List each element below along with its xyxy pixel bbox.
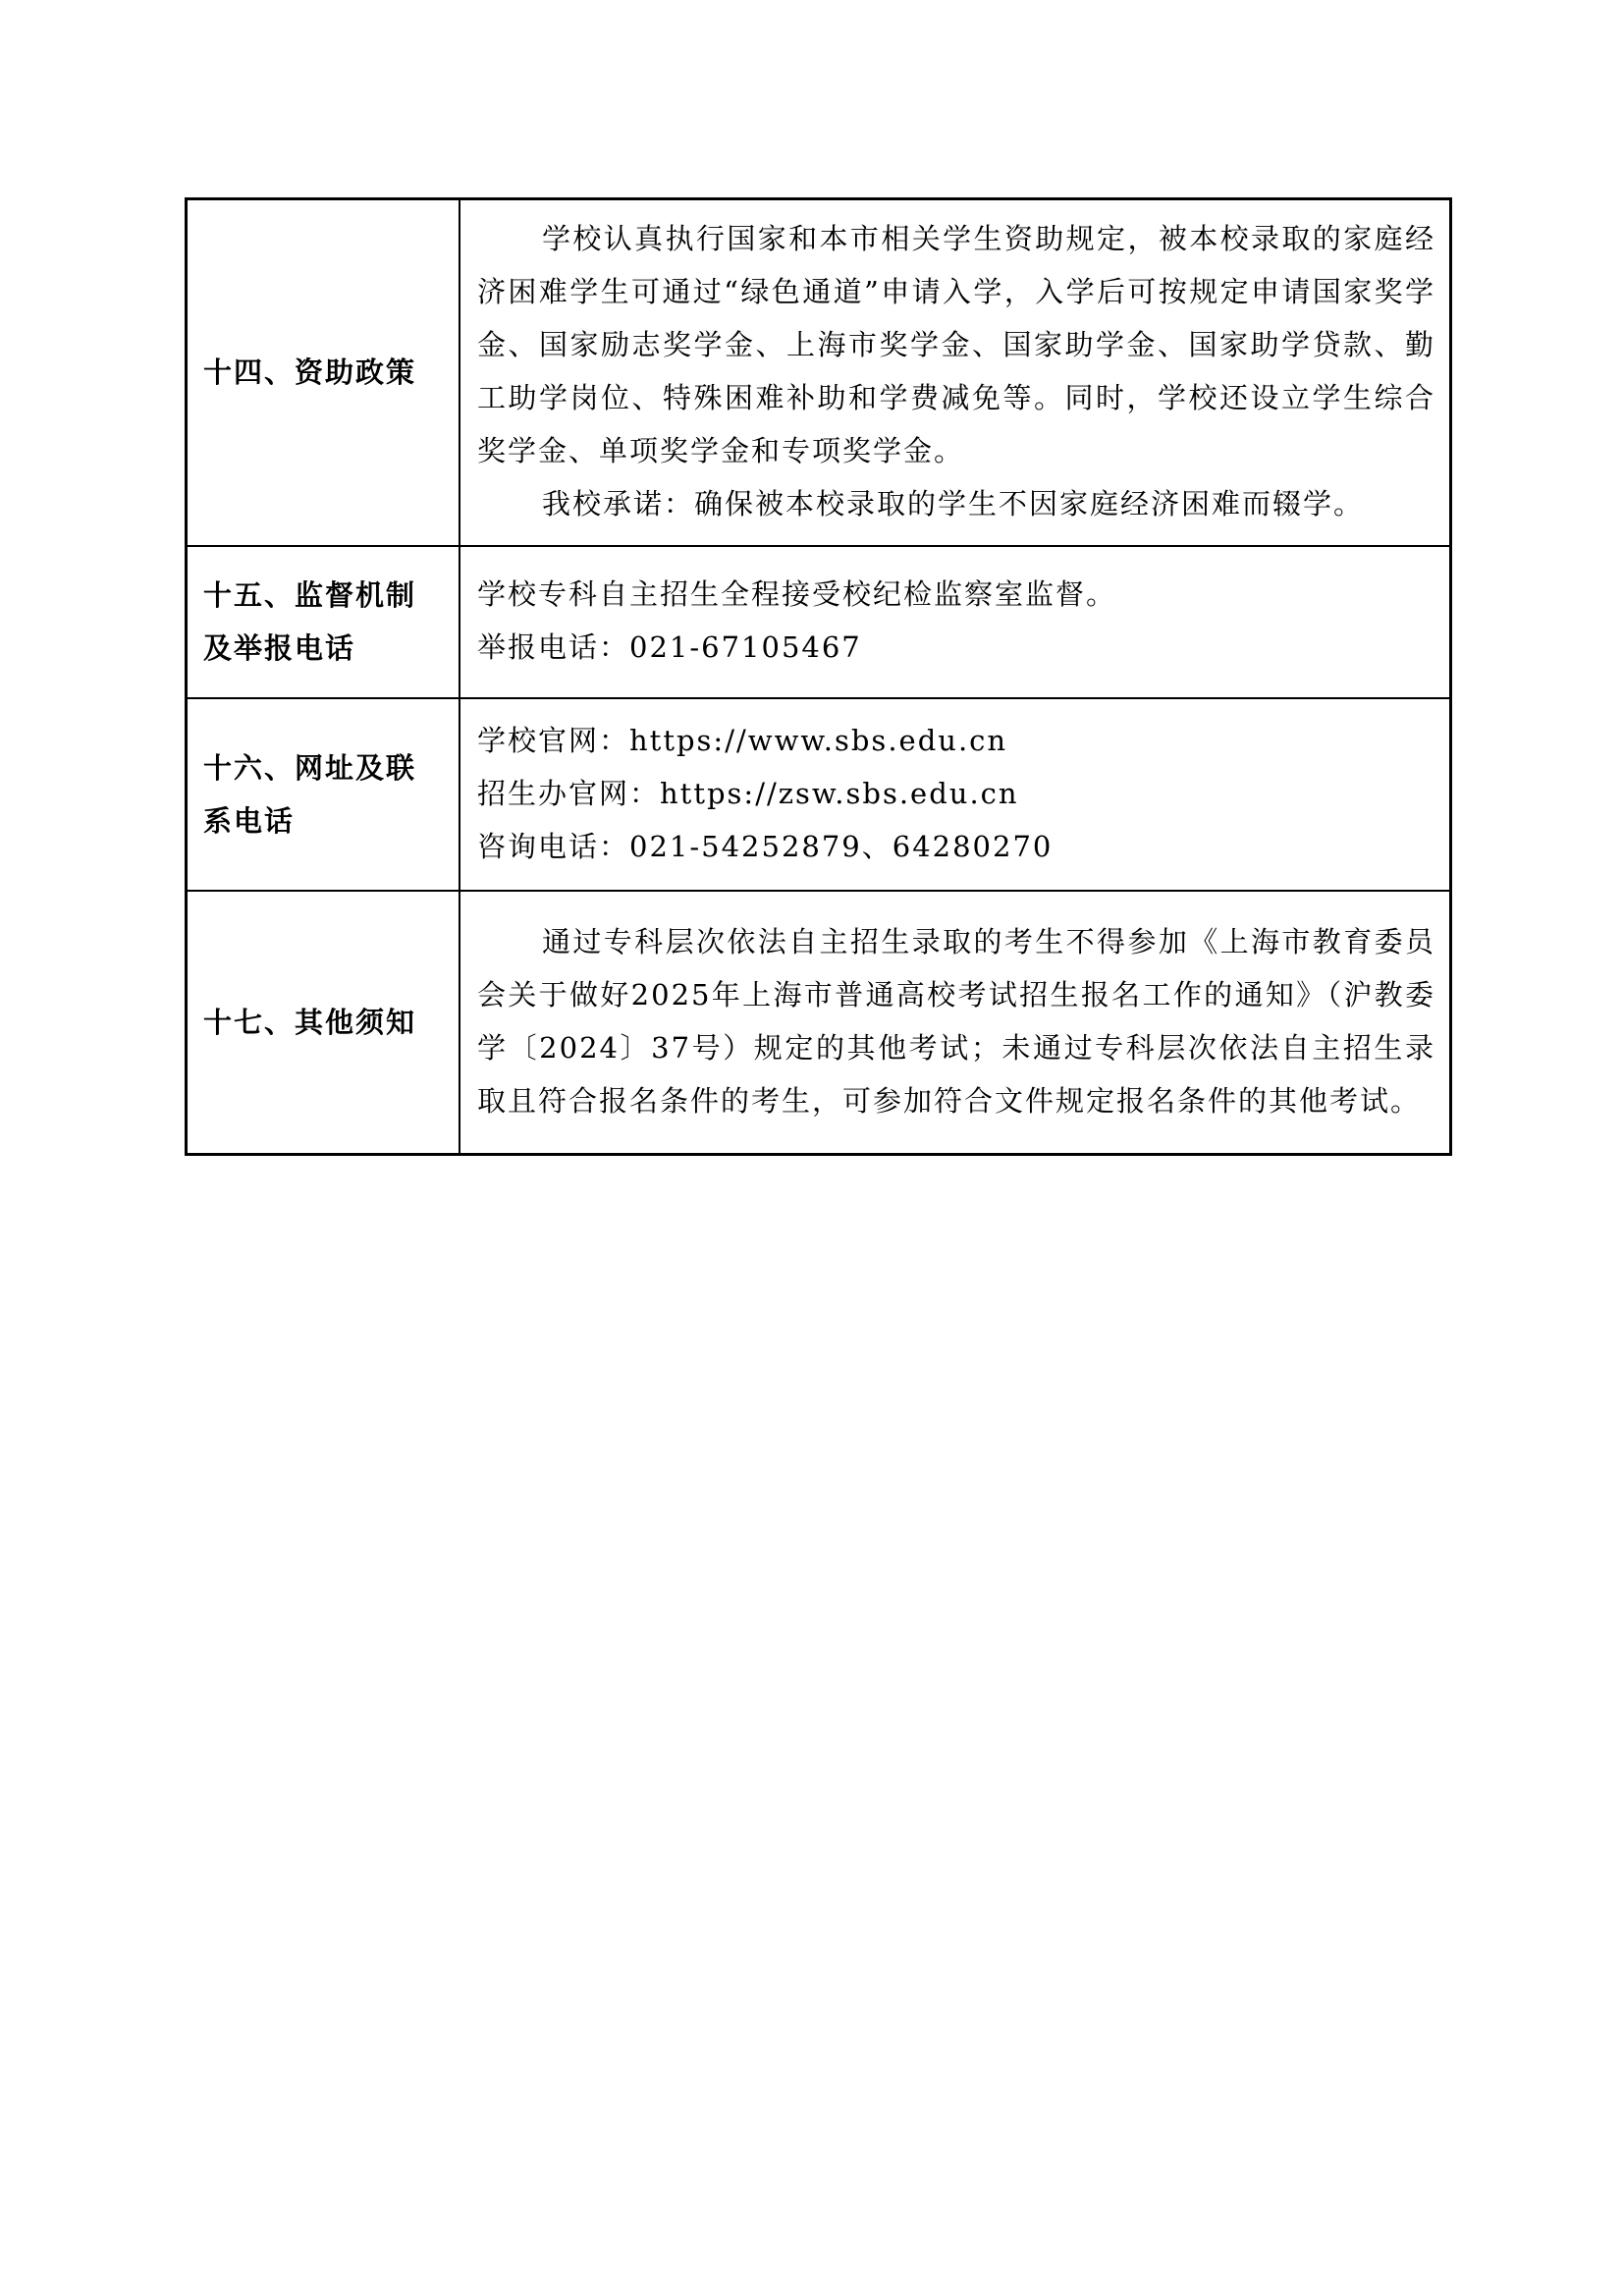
row-content xyxy=(460,698,1451,891)
school-website: 学校官网：https://www.sbs.edu.cn xyxy=(477,723,1008,757)
admissions-website: 招生办官网：https://zsw.sbs.edu.cn xyxy=(477,776,1019,810)
row-content xyxy=(460,199,1451,546)
paragraph: 我校承诺：确保被本校录取的学生不因家庭经济困难而辍学。 xyxy=(542,487,1365,521)
text-line: 学校专科自主招生全程接受校纪检监察室监督。 xyxy=(477,577,1117,611)
table-row-financial-aid xyxy=(187,199,1451,546)
row-content xyxy=(460,546,1451,698)
row-heading: 十五、监督机制及举报电话 xyxy=(187,546,460,698)
paragraph: 学校认真执行国家和本市相关学生资助规定，被本校录取的家庭经济困难学生可通过“绿色通道”申请入学，入学后可按规定申请国家奖学金、国家励志奖学金、上海市奖学金、国家助学金、国家助学贷款、勤工助学岗位、特殊困难补助和学费减免等。同时，学校还设立学生综合奖学金、单项奖学金和专项奖学金。 xyxy=(477,222,1435,468)
row-heading: 十七、其他须知 xyxy=(187,891,460,1155)
table-row-contact xyxy=(187,698,1451,891)
row-heading: 十六、网址及联系电话 xyxy=(187,698,460,891)
table-row-supervision xyxy=(187,546,1451,698)
report-phone: 举报电话：021-67105467 xyxy=(477,630,862,664)
table-row-other-notes xyxy=(187,891,1451,1155)
row-heading: 十四、资助政策 xyxy=(187,199,460,546)
row-content xyxy=(460,891,1451,1155)
info-table xyxy=(185,197,1452,1156)
inquiry-phone: 咨询电话：021-54252879、64280270 xyxy=(477,829,1054,863)
paragraph: 通过专科层次依法自主招生录取的考生不得参加《上海市教育委员会关于做好2025年上海市普通高校考试招生报名工作的通知》（沪教委学〔2024〕37号）规定的其他考试；未通过专科层次依法自主招生录取且符合报名条件的考生，可参加符合文件规定报名条件的其他考试。 xyxy=(477,924,1435,1118)
